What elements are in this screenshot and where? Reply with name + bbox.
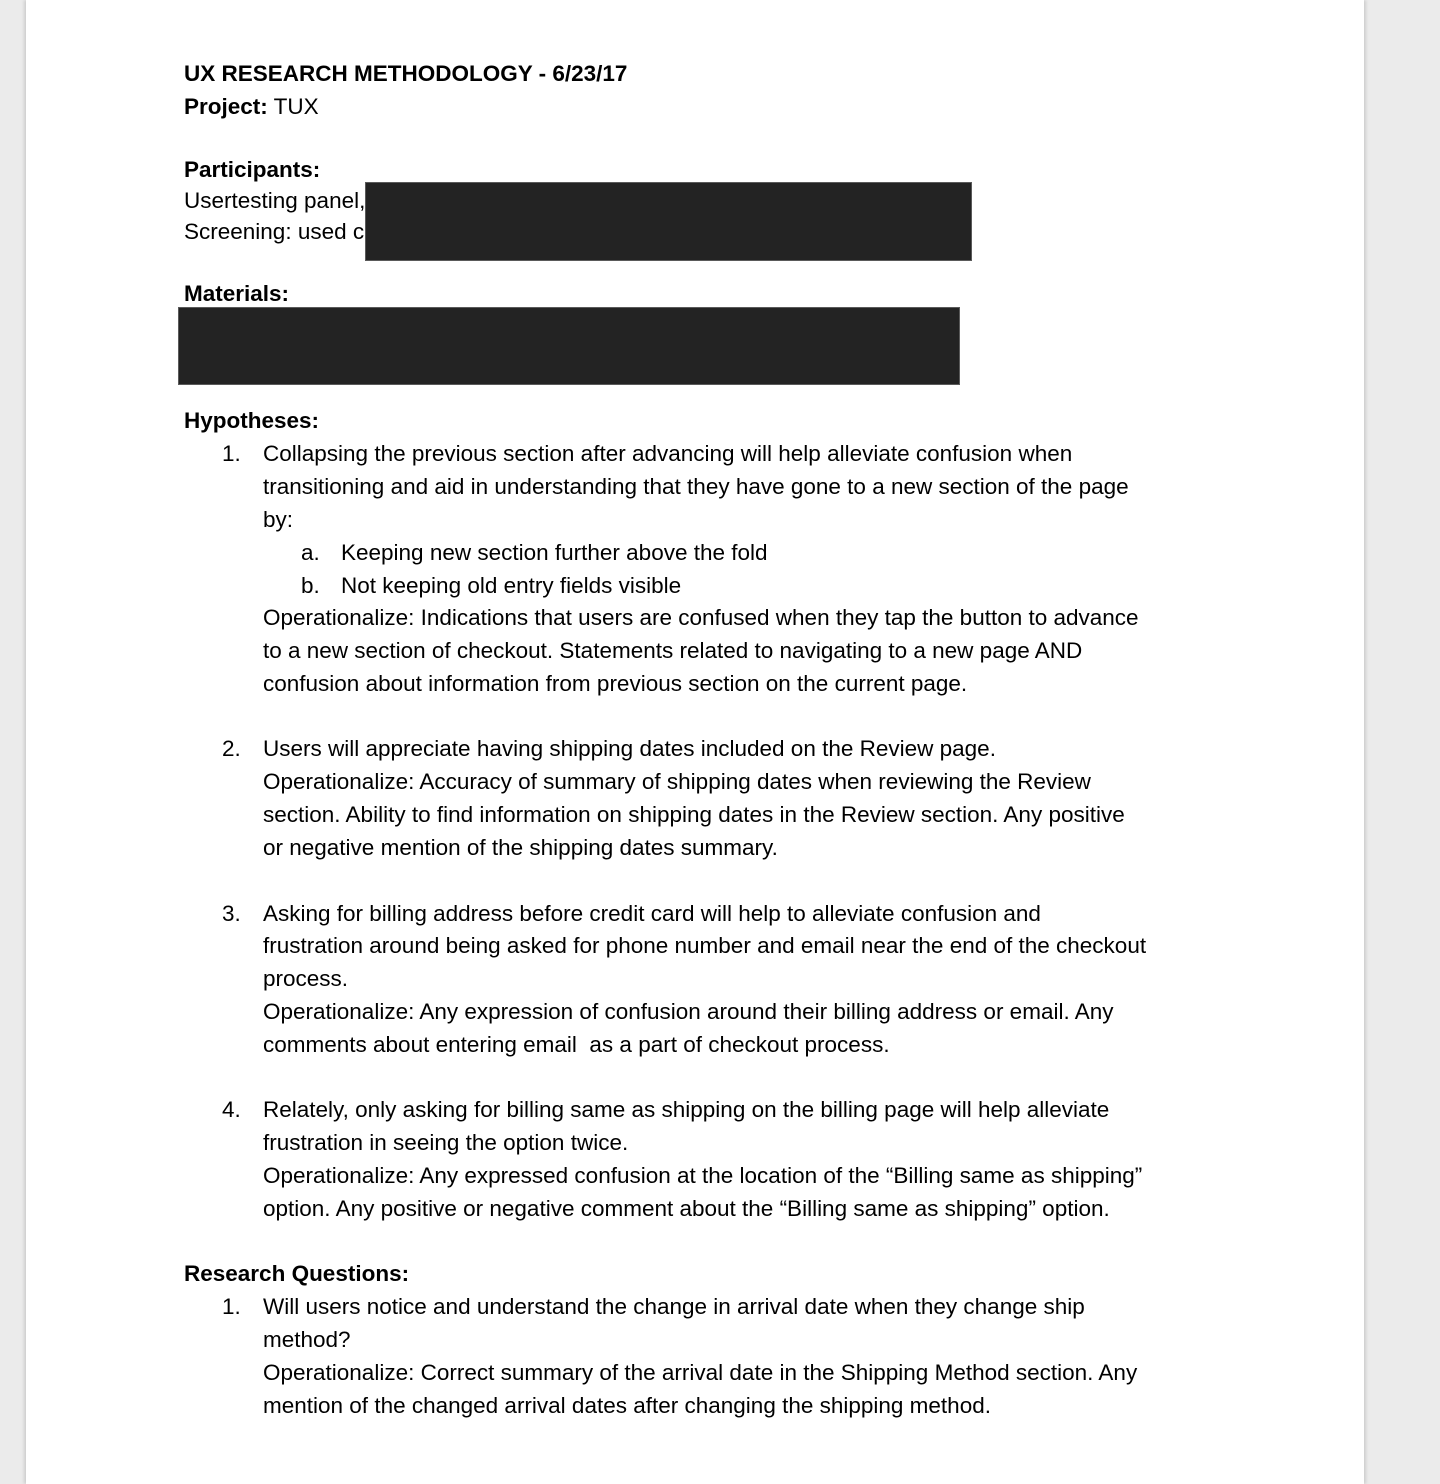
operationalize-text: to a new section of checkout. Statements related to navigating to a new page AND	[263, 638, 1083, 663]
list-number: 2.	[222, 736, 241, 761]
participants-line: Usertesting panel,	[184, 188, 366, 213]
operationalize-text: confusion about information from previous section on the current page.	[263, 671, 968, 696]
redaction-block-participants	[365, 182, 972, 261]
operationalize-text: or negative mention of the shipping dates summary.	[263, 835, 778, 860]
operationalize-text: section. Ability to find information on shipping dates in the Review section. Any positive	[263, 802, 1125, 827]
question-text: Will users notice and understand the change in arrival date when they change ship	[263, 1294, 1085, 1319]
sublist-text: Not keeping old entry fields visible	[341, 573, 682, 598]
hypothesis-text: frustration around being asked for phone number and email near the end of the checkout	[263, 933, 1147, 958]
hypothesis-text: Users will appreciate having shipping dates included on the Review page.	[263, 736, 996, 761]
hypothesis-text: Collapsing the previous section after advancing will help alleviate confusion when	[263, 441, 1073, 466]
operationalize-text: Operationalize: Correct summary of the arrival date in the Shipping Method section. Any	[263, 1360, 1138, 1385]
document-title: UX RESEARCH METHODOLOGY - 6/23/17	[184, 61, 628, 86]
operationalize-text: Operationalize: Accuracy of summary of shipping dates when reviewing the Review	[263, 769, 1091, 794]
list-number: 1.	[222, 441, 241, 466]
hypotheses-heading: Hypotheses:	[184, 408, 320, 433]
sublist-text: Keeping new section further above the fold	[341, 540, 768, 565]
hypothesis-text: Asking for billing address before credit card will help to alleviate confusion and	[263, 901, 1041, 926]
research-questions-heading: Research Questions:	[184, 1261, 410, 1286]
materials-heading: Materials:	[184, 281, 290, 306]
operationalize-text: Operationalize: Indications that users are confused when they tap the button to advance	[263, 605, 1139, 630]
participants-line: Screening: used c	[184, 219, 365, 244]
operationalize-text: comments about entering email as a part of checkout process.	[263, 1032, 890, 1057]
hypothesis-text: by:	[263, 507, 294, 532]
operationalize-text: Operationalize: Any expression of confusion around their billing address or email. Any	[263, 999, 1114, 1024]
redaction-block-materials	[178, 307, 960, 385]
sublist-letter: a.	[301, 540, 320, 565]
hypothesis-text: frustration in seeing the option twice.	[263, 1130, 629, 1155]
project-value: TUX	[267, 94, 319, 119]
operationalize-text: option. Any positive or negative comment about the “Billing same as shipping” option.	[263, 1196, 1110, 1221]
hypothesis-text: transitioning and aid in understanding that they have gone to a new section of the page	[263, 474, 1129, 499]
operationalize-text: mention of the changed arrival dates after changing the shipping method.	[263, 1393, 991, 1418]
operationalize-text: Operationalize: Any expressed confusion at the location of the “Billing same as shipping”	[263, 1163, 1143, 1188]
participants-heading: Participants:	[184, 157, 321, 182]
document-page	[26, 0, 1364, 1484]
project-line	[184, 90, 319, 123]
list-number: 3.	[222, 901, 241, 926]
hypothesis-text: process.	[263, 966, 349, 991]
sublist-letter: b.	[301, 573, 320, 598]
list-number: 4.	[222, 1097, 241, 1122]
project-label: Project:	[184, 94, 268, 119]
hypothesis-text: Relately, only asking for billing same as shipping on the billing page will help alleviate	[263, 1097, 1110, 1122]
list-number: 1.	[222, 1294, 241, 1319]
question-text: method?	[263, 1327, 351, 1352]
